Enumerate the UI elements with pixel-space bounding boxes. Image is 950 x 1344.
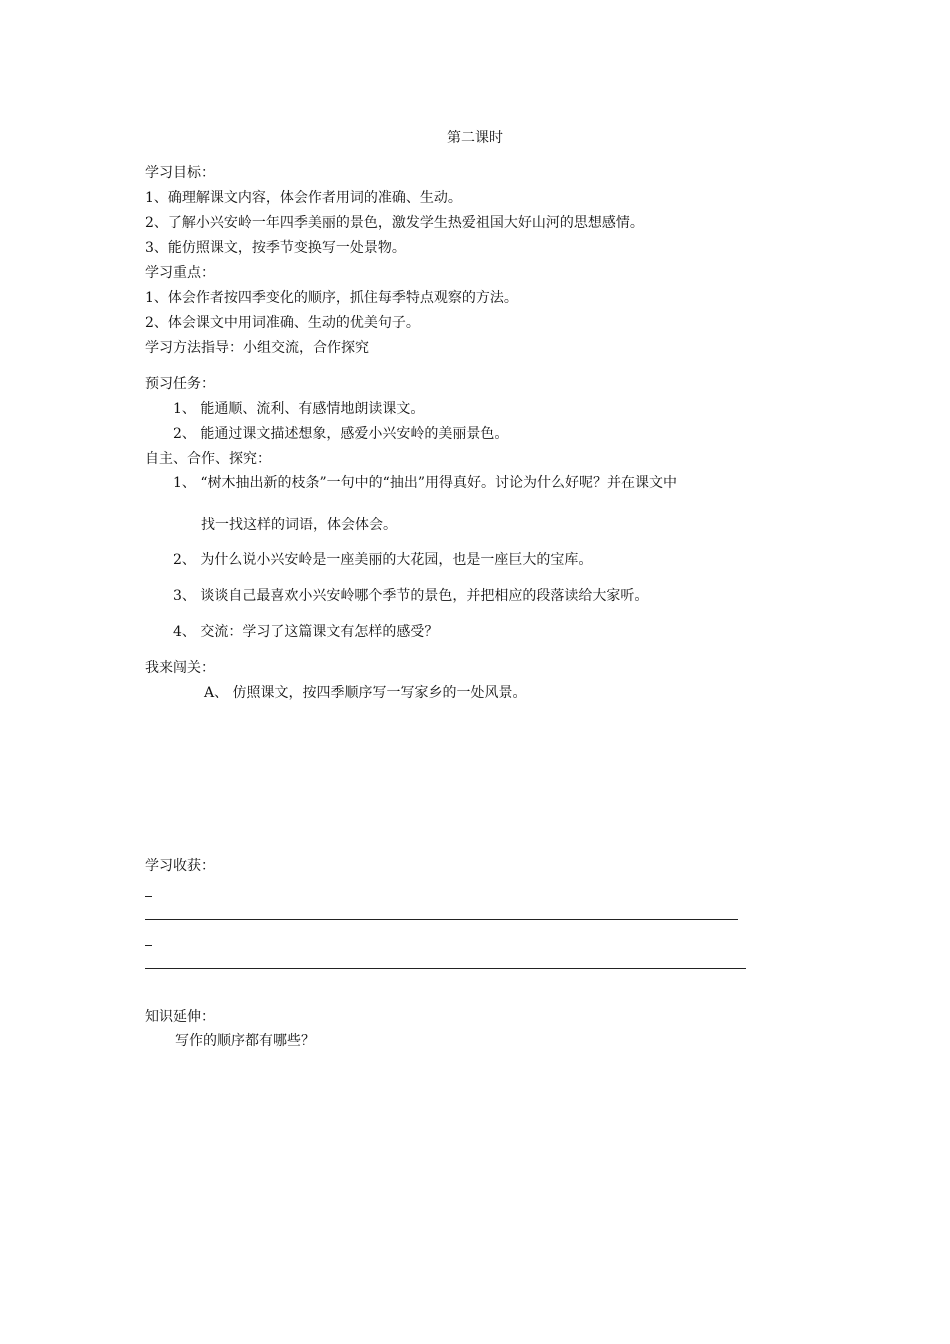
- explore-item-2: 2、 为什么说小兴安岭是一座美丽的大花园，也是一座巨大的宝库。: [173, 552, 593, 568]
- page-title: 第二课时: [447, 130, 503, 146]
- gains-line-1-dash: [145, 896, 152, 897]
- extension-heading: 知识延伸：: [145, 1009, 215, 1025]
- key-points-heading: 学习重点：: [145, 265, 215, 281]
- method-guidance: 学习方法指导：小组交流，合作探究: [145, 340, 369, 356]
- objective-item-1: 1、确理解课文内容，体会作者用词的准确、生动。: [145, 190, 462, 206]
- objective-item-3: 3、能仿照课文，按季节变换写一处景物。: [145, 240, 406, 256]
- explore-item-3: 3、 谈谈自己最喜欢小兴安岭哪个季节的景色，并把相应的段落读给大家听。: [173, 588, 649, 604]
- gains-answer-line-1[interactable]: [145, 919, 738, 920]
- explore-heading: 自主、合作、探究：: [145, 451, 271, 467]
- gains-line-2-dash: [145, 945, 152, 946]
- challenge-heading: 我来闯关：: [145, 660, 215, 676]
- gains-answer-line-2[interactable]: [145, 968, 746, 969]
- gains-heading: 学习收获：: [145, 858, 215, 874]
- extension-question: 写作的顺序都有哪些？: [175, 1033, 315, 1049]
- preview-item-1: 1、 能通顺、流利、有感情地朗读课文。: [173, 401, 425, 417]
- preview-item-2: 2、 能通过课文描述想象，感爱小兴安岭的美丽景色。: [173, 426, 509, 442]
- key-point-item-2: 2、体会课文中用词准确、生动的优美句子。: [145, 315, 420, 331]
- explore-item-1-line-1: 1、 “树木抽出新的枝条”一句中的“抽出”用得真好。讨论为什么好呢？并在课文中: [173, 475, 677, 491]
- explore-item-1-line-2: 找一找这样的词语，体会体会。: [201, 517, 397, 533]
- challenge-item: A、 仿照课文，按四季顺序写一写家乡的一处风景。: [204, 685, 527, 701]
- objectives-heading: 学习目标：: [145, 165, 215, 181]
- key-point-item-1: 1、体会作者按四季变化的顺序，抓住每季特点观察的方法。: [145, 290, 518, 306]
- preview-heading: 预习任务：: [145, 376, 215, 392]
- objective-item-2: 2、了解小兴安岭一年四季美丽的景色，激发学生热爱祖国大好山河的思想感情。: [145, 215, 644, 231]
- explore-item-4: 4、 交流：学习了这篇课文有怎样的感受？: [173, 624, 439, 640]
